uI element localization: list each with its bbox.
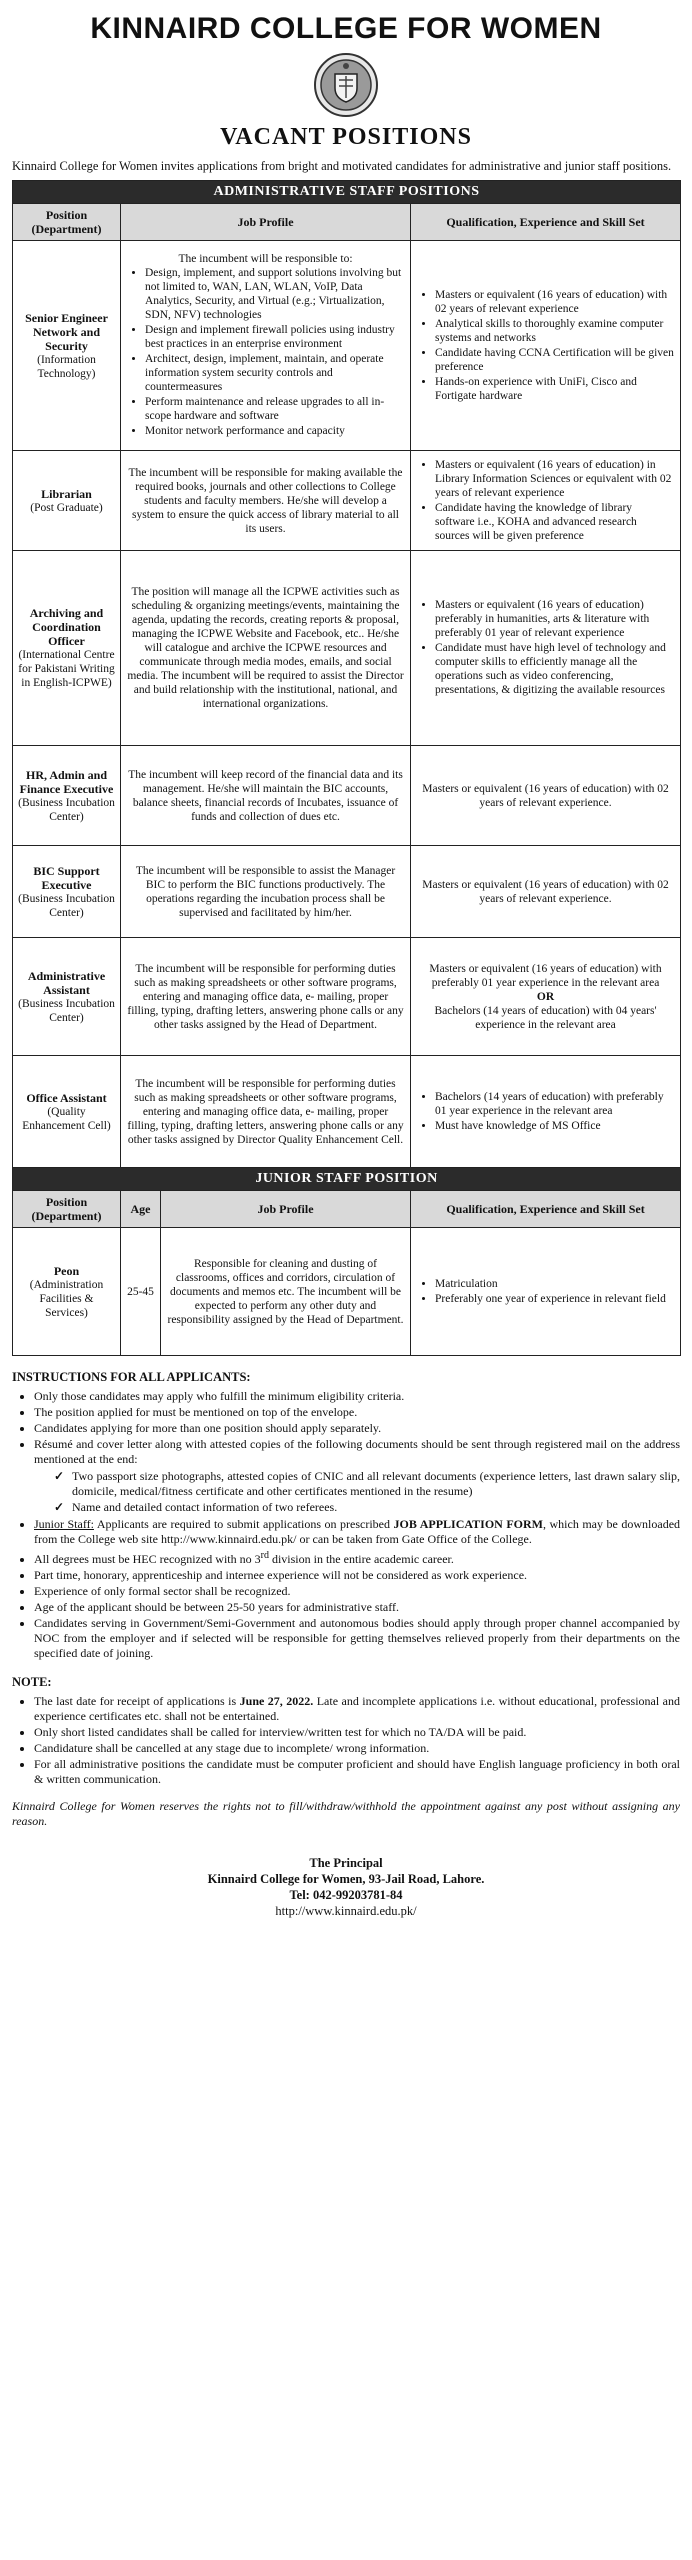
- profile-text: Responsible for cleaning and dusting of classrooms, offices and corridors, circulation of documents and memos etc. The incumbent will be expected to perform any other duty and responsibility assigned by the Head of Department.: [161, 1228, 411, 1356]
- profile-text: The incumbent will be responsible for making available the required books, journals and other collections to College students and faculty members. He/she will develop a system to ensure the quick access of library material to all its users.: [121, 451, 411, 551]
- junior-positions-table: [12, 1167, 681, 1356]
- footer-contact: [12, 1855, 680, 1919]
- profile-intro: The incumbent will be responsible to:: [178, 253, 353, 265]
- table-row: [13, 746, 681, 846]
- col-position-header: Position (Department): [13, 204, 121, 241]
- table-row: [13, 1056, 681, 1168]
- footer-website-link[interactable]: http://www.kinnaird.edu.pk/: [275, 1904, 417, 1918]
- list-item: • All degrees must be HEC recognized with no 3rd division in the entire academic career.: [34, 1548, 680, 1567]
- col-position-header: Position (Department): [13, 1191, 121, 1228]
- position-title: Archiving and Coordination Officer: [29, 606, 104, 648]
- list-item: • Résumé and cover letter along with attested copies of the following documents should be sent through registered mail on the address mentioned at the end: ✓ Two passport size photographs, attested copies of CNIC and all relevant documents (experience letters, last drawn salary slip, domicile, medical/fitness certificate and other certificates mentioned in the resume) ✓ Name and detailed contact information of two referees.: [34, 1437, 680, 1515]
- intro-paragraph: Kinnaird College for Women invites applications from bright and motivated candidates for administrative and junior staff positions.: [12, 159, 672, 173]
- col-profile-header: Job Profile: [161, 1191, 411, 1228]
- table-row: [13, 938, 681, 1056]
- qual-item: • Candidate having the knowledge of library software i.e., KOHA and advanced research sources will be given preference: [435, 501, 674, 543]
- qual-item: • Matriculation: [435, 1277, 674, 1291]
- note-heading: NOTE:: [12, 1675, 52, 1689]
- qual-item: • Masters or equivalent (16 years of education) with 02 years of relevant experience: [435, 288, 674, 316]
- table-row: [13, 1228, 681, 1356]
- list-item: • Experience of only formal sector shall be recognized.: [34, 1584, 680, 1599]
- admin-band: ADMINISTRATIVE STAFF POSITIONS: [13, 181, 681, 204]
- rights-reserved-notice: Kinnaird College for Women reserves the rights not to fill/withdraw/withhold the appointment against any post without assigning any reason.: [12, 1799, 680, 1828]
- profile-text: The incumbent will be responsible for performing duties such as making spreadsheets or other software programs, entering and managing office data, e- mailing, proper filling, typing, drafting letters, answering phone calls or any other tasks assigned by Director Quality Enhancement Cell.: [121, 1056, 411, 1168]
- profile-text: The incumbent will keep record of the financial data and its management. He/she will maintain the BIC accounts, balance sheets, financial records of Incubates, issuance of funds and collection of dues etc.: [121, 746, 411, 846]
- instructions-heading: INSTRUCTIONS FOR ALL APPLICANTS:: [12, 1370, 251, 1384]
- position-dept: (Business Incubation Center): [18, 892, 115, 919]
- list-item: • Candidature shall be cancelled at any stage due to incomplete/ wrong information.: [34, 1741, 680, 1756]
- footer-principal: The Principal: [309, 1856, 383, 1870]
- position-dept: (International Centre for Pakistani Writing in English-ICPWE): [18, 649, 115, 689]
- position-title: BIC Support Executive: [33, 863, 100, 892]
- list-item: • Part time, honorary, apprenticeship and internee experience will not be considered as work experience.: [34, 1568, 680, 1583]
- profile-text: The incumbent will be responsible to assist the Manager BIC to perform the BIC functions productively. The operations regarding the incubation process shall be supervised and facilitated by him/her.: [121, 846, 411, 938]
- profile-text: The position will manage all the ICPWE activities such as scheduling & organizing meetings/events, maintaining the agenda, updating the records, creating reports & proposal, managing the ICPWE Website and Facebook, etc.. He/she will catalogue and archive the ICPWE resources and communicate through media modes, emails, and social media. The incumbent will be required to assist the Director and build relationship with the institutional, national, and international organizations.: [121, 551, 411, 746]
- position-dept: (Quality Enhancement Cell): [22, 1105, 111, 1132]
- qual-item: • Candidate having CCNA Certification will be given preference: [435, 346, 674, 374]
- qual-item: • Masters or equivalent (16 years of education) preferably in humanities, arts & literature with preferably 01 year of relevant experience: [435, 598, 674, 640]
- position-dept: (Information Technology): [37, 353, 96, 380]
- position-dept: (Administration Facilities & Services): [29, 1278, 104, 1319]
- qual-item: • Candidate must have high level of technology and computer skills to efficiently manage all the operations such as video conferencing, presentations, & digitizing the available resources: [435, 641, 674, 697]
- list-item: • The last date for receipt of applications is June 27, 2022. Late and incomplete applications i.e. without educational, professional and experience certificates etc. shall not be entertained.: [34, 1694, 680, 1724]
- list-item: • The position applied for must be mentioned on top of the envelope.: [34, 1405, 680, 1420]
- list-item: • For all administrative positions the candidate must be computer proficient and should have English language proficiency in both oral & written communication.: [34, 1757, 680, 1787]
- position-title: Librarian: [41, 486, 92, 501]
- profile-item: • Monitor network performance and capacity: [145, 424, 404, 438]
- col-profile-header: Job Profile: [121, 204, 411, 241]
- note-list: [12, 1694, 680, 1787]
- list-item: • Age of the applicant should be between 25-50 years for administrative staff.: [34, 1600, 680, 1615]
- document-checklist: [34, 1469, 680, 1515]
- col-qual-header: Qualification, Experience and Skill Set: [411, 204, 681, 241]
- position-title: Senior Engineer Network and Security: [25, 310, 108, 353]
- position-dept: (Business Incubation Center): [18, 997, 115, 1024]
- position-dept: (Business Incubation Center): [18, 796, 115, 823]
- qual-item: • Must have knowledge of MS Office: [435, 1119, 674, 1133]
- position-title: Peon: [53, 1263, 80, 1278]
- position-dept: (Post Graduate): [30, 501, 103, 514]
- qual-item: • Hands-on experience with UniFi, Cisco and Fortigate hardware: [435, 375, 674, 403]
- college-name: KINNAIRD COLLEGE FOR WOMEN: [90, 12, 602, 45]
- vacant-positions-title: VACANT POSITIONS: [220, 124, 472, 150]
- table-row: [13, 846, 681, 938]
- profile-item: • Design and implement firewall policies using industry best practices in an enterprise environment: [145, 323, 404, 351]
- qual-item: • Analytical skills to thoroughly examine computer systems and networks: [435, 317, 674, 345]
- qual-item: • Bachelors (14 years of education) with preferably 01 year experience in the relevant area: [435, 1090, 674, 1118]
- qual-text: Masters or equivalent (16 years of education) with preferably 01 year experience in the relevant area: [429, 962, 662, 989]
- admin-positions-table: [12, 180, 681, 1168]
- qual-text: Bachelors (14 years of education) with 04 years' experience in the relevant area: [434, 1004, 657, 1031]
- profile-item: • Architect, design, implement, maintain, and operate information system security controls and countermeasures: [145, 352, 404, 394]
- qual-text: Masters or equivalent (16 years of education) with 02 years of relevant experience.: [411, 746, 681, 846]
- age-value: 25-45: [121, 1228, 161, 1356]
- list-item: • Only short listed candidates shall be called for interview/written test for which no TA/DA will be paid.: [34, 1725, 680, 1740]
- table-row: [13, 451, 681, 551]
- position-title: Office Assistant: [26, 1090, 107, 1105]
- profile-text: The incumbent will be responsible for performing duties such as making spreadsheets or other software programs, entering and managing office data, e- mailing, proper filling, typing, drafting letters, answering phone calls or any other tasks assigned by the Head of Department.: [121, 938, 411, 1056]
- col-qual-header: Qualification, Experience and Skill Set: [411, 1191, 681, 1228]
- position-title: HR, Admin and Finance Executive: [19, 767, 114, 796]
- position-title: Administrative Assistant: [27, 968, 106, 997]
- profile-item: • Design, implement, and support solutions involving but not limited to, WAN, LAN, WLAN, VoIP, Data Analytics, Security, and Virtual (e.g.; Virtualization, SDN, NFV) technologies: [145, 266, 404, 322]
- list-item: • Only those candidates may apply who fulfill the minimum eligibility criteria.: [34, 1389, 680, 1404]
- qual-text: Masters or equivalent (16 years of education) with 02 years of relevant experience.: [411, 846, 681, 938]
- instructions-list: [12, 1389, 680, 1661]
- table-row: [13, 241, 681, 451]
- qual-or: OR: [536, 990, 555, 1003]
- checklist-item: ✓ Name and detailed contact information of two referees.: [54, 1500, 680, 1515]
- junior-band: JUNIOR STAFF POSITION: [13, 1168, 681, 1191]
- footer-phone: Tel: 042-99203781-84: [289, 1888, 403, 1902]
- list-item: • Candidates applying for more than one position should apply separately.: [34, 1421, 680, 1436]
- college-crest-logo: [313, 52, 379, 118]
- profile-item: • Perform maintenance and release upgrades to all in-scope hardware and software: [145, 395, 404, 423]
- footer-address: Kinnaird College for Women, 93-Jail Road, Lahore.: [207, 1872, 485, 1886]
- col-age-header: Age: [121, 1191, 161, 1228]
- qual-item: • Preferably one year of experience in relevant field: [435, 1292, 674, 1306]
- checklist-item: ✓ Two passport size photographs, attested copies of CNIC and all relevant documents (experience letters, last drawn salary slip, domicile, medical/fitness certificate and other certificates mentioned in the resume): [54, 1469, 680, 1499]
- list-item: • Candidates serving in Government/Semi-Government and autonomous bodies should apply through proper channel accompanied by NOC from the employer and if selected will be responsible for getting themselves relieved properly from their departments on the specified date of joining.: [34, 1616, 680, 1661]
- table-row: [13, 551, 681, 746]
- list-item: • Junior Staff: Applicants are required to submit applications on prescribed JOB APPLICATION FORM, which may be downloaded from the College web site http://www.kinnaird.edu.pk/ or can be taken from Gate Office of the College.: [34, 1517, 680, 1547]
- qual-item: • Masters or equivalent (16 years of education) in Library Information Sciences or equivalent with 02 years of relevant experience: [435, 458, 674, 500]
